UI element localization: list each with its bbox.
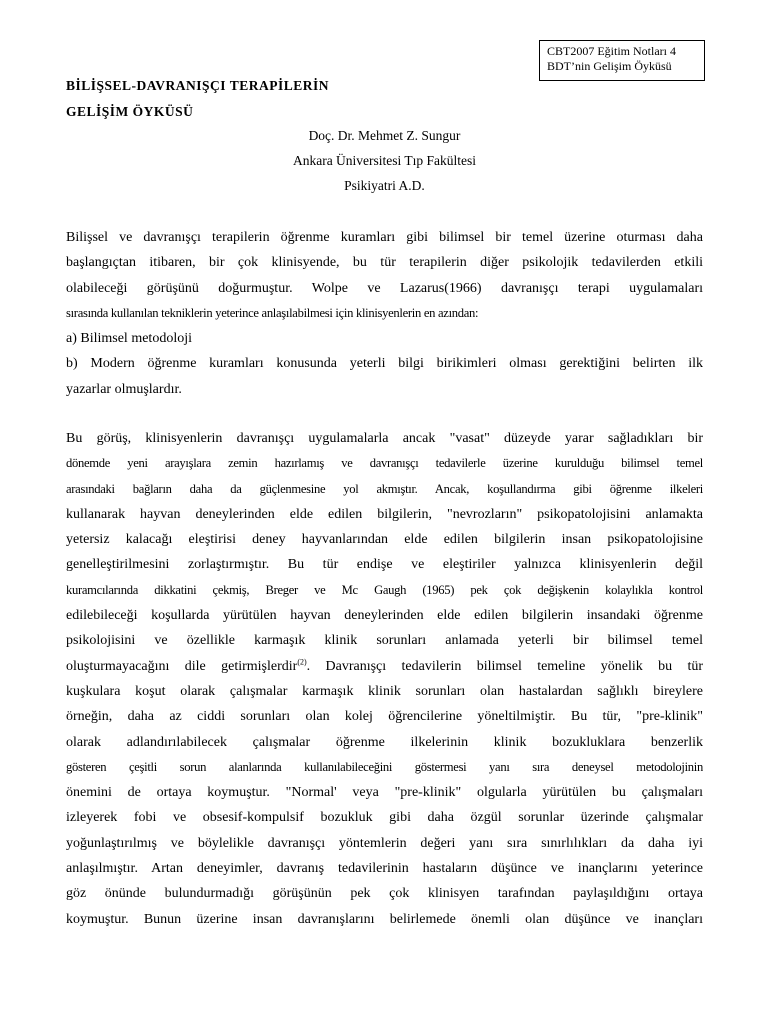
text-line: örneğin, daha az ciddi sorunları olan kolej öğrencilerine yöneltilmiştir. Bu tür, "pre-klinik" xyxy=(66,709,703,725)
text-line: izleyerek fobi ve obsesif-kompulsif bozukluk gibi daha özgül sorunlar üzerinde çalışmalar xyxy=(66,810,703,826)
text-line: edilebileceği koşullarda yürütülen hayvan deneylerinden elde edilen bilgilerin insandaki öğrenme xyxy=(66,608,703,624)
text-line: gösteren çeşitli sorun alanlarında kullanılabileceğini göstermesi yanı sıra deneysel metodolojinin xyxy=(66,759,703,774)
document-title-line-1: BİLİŞSEL-DAVRANIŞÇI TERAPİLERİN xyxy=(66,78,329,93)
text-line: Bilişsel ve davranışçı terapilerin öğrenme kuramları gibi bilimsel bir temel üzerine oturması daha xyxy=(66,230,703,245)
text-segment: . Davranışçı tedavilerin bilimsel temeline yönelik bu tür xyxy=(306,658,703,674)
author-name: Doç. Dr. Mehmet Z. Sungur xyxy=(308,128,461,143)
text-line: genelleştirilmesini zorlaştırmıştır. Bu tür endişe ve eleştiriler yalnızca klinisyenlerin değil xyxy=(66,557,703,573)
paragraph-1 xyxy=(66,225,703,402)
text-line: yoğunlaştırılmış ve böylelikle davranışçı yöntemlerin değeri yanı sıra sınırlılıkları da daha iyi xyxy=(66,835,703,851)
text-line: dönemde yeni arayışlara zemin hazırlamış ve davranışçı tedavilerle üzerine kurulduğu bilimsel temel xyxy=(66,456,703,471)
header-note-line-2: BDT’nin Gelişim Öyküsü xyxy=(547,59,672,73)
document-title-line-2: GELİŞİM ÖYKÜSÜ xyxy=(66,104,194,119)
author-department: Psikiyatri A.D. xyxy=(344,178,425,193)
author-institution: Ankara Üniversitesi Tıp Fakültesi xyxy=(292,153,477,168)
text-line: yazarlar olmuşlardır. xyxy=(66,381,182,397)
list-item-b: b) Modern öğrenme kuramları konusunda yeterli bilgi birikimleri olması gerektiğini belirten ilk xyxy=(66,356,703,372)
citation-reference: (2) xyxy=(297,657,307,667)
text-line: olabileceği görüşünü doğurmuştur. Wolpe ve Lazarus(1966) davranışçı terapi uygulamaları xyxy=(66,280,703,296)
text-line: başlangıçtan itibaren, bir çok klinisyende, bu tür terapilerin diğer psikolojik tedavilerden etkili xyxy=(66,255,703,271)
text-line: kuramcılarında dikkatini çekmiş, Breger ve Mc Gaugh (1965) pek çok değişkenin kolaylıkla kontrol xyxy=(66,582,703,597)
text-line: kuşkulara koşut olarak çalışmalar karmaşık klinik sorunları olan hastalardan sağlıklı bireylere xyxy=(66,683,703,699)
header-note-box xyxy=(539,40,705,81)
text-line: psikolojisini ve özellikle karmaşık klinik sorunları anlamada yeterli bir bilimsel temel xyxy=(66,633,703,649)
text-line: önemini de ortaya koymuştur. "Normal' veya "pre-klinik" olgularla yürütülen bu çalışmaları xyxy=(66,785,703,801)
text-line: kullanarak hayvan deneylerinden elde edilen bilgilerin, "nevrozların" psikopatolojisini anlamakta xyxy=(66,506,703,522)
text-line: arasındaki bağların daha da güçlenmesine yol akmıştır. Ancak, koşullandırma gibi öğrenme ilkeleri xyxy=(66,481,703,496)
text-line-with-citation xyxy=(66,654,703,679)
text-segment: oluşturmayacağını dile getirmişlerdir xyxy=(66,658,298,674)
list-item-a: a) Bilimsel metodoloji xyxy=(66,331,192,347)
text-line: sırasında kullanılan tekniklerin yeterince anlaşılabilmesi için klinisyenlerin en azından: xyxy=(66,305,479,320)
text-line: yetersiz kalacağı eleştirisi deney hayvanlarından elde edilen bilgilerin insan psikopatolojisine xyxy=(66,532,703,548)
header-note-line-1: CBT2007 Eğitim Notları 4 xyxy=(547,44,676,58)
text-line: Bu görüş, klinisyenlerin davranışçı uygulamalarla ancak "vasat" düzeyde yarar sağladıkları bir xyxy=(66,431,703,446)
text-line: göz önünde bulundurmadığı görüşünün pek çok klinisyen tarafından paylaşıldığını ortaya xyxy=(66,886,703,902)
text-line: olarak adlandırılabilecek çalışmalar öğrenme ilkelerinin klinik bozukluklara benzerlik xyxy=(66,734,703,750)
text-line: anlaşılmıştır. Artan deneyimler, davranış tedavilerinin hastaların düşünce ve inançlarını yeterince xyxy=(66,861,703,877)
text-line: koymuştur. Bunun üzerine insan davranışlarını belirlemede önemli olan düşünce ve inançları xyxy=(66,911,703,927)
paragraph-2 xyxy=(66,426,703,932)
